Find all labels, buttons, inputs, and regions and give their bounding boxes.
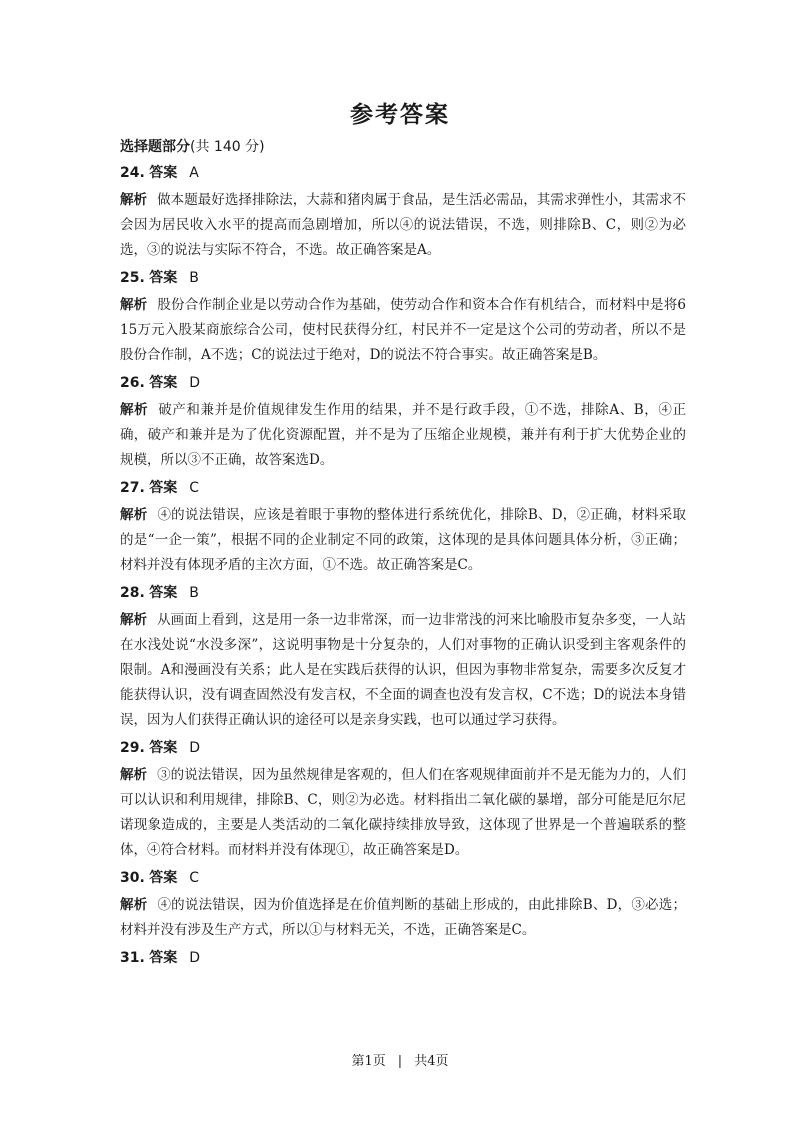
answer-label: 答案 <box>149 950 178 966</box>
explanation-label: 解析 <box>120 297 148 313</box>
explanation-text: 股份合作制企业是以劳动合作为基础，使劳动合作和资本合作有机结合，而材料中是将615万元入股某商旅综合公司，使村民获得分红，村民并不一定是这个公司的劳动者，所以不是股份合作制，A不选；C的说法过于绝对，D的说法不符合事实。故正确答案是B。 <box>120 297 686 363</box>
answer-item <box>120 868 686 943</box>
answer-value: D <box>189 950 201 966</box>
answer-line <box>120 868 686 888</box>
question-number: 24. <box>120 165 145 181</box>
question-number: 25. <box>120 270 145 286</box>
answer-value: D <box>189 375 201 391</box>
answer-label: 答案 <box>149 585 178 601</box>
explanation-label: 解析 <box>120 192 148 208</box>
explanation-text: 做本题最好选择排除法，大蒜和猪肉属于食品，是生活必需品，其需求弹性小，其需求不会因为居民收入水平的提高而急剧增加，所以④的说法错误，不选，则排除B、C，则②为必选，③的说法与实际不符合，不选。故正确答案是A。 <box>120 192 686 258</box>
answer-label: 答案 <box>149 870 178 886</box>
answer-label: 答案 <box>149 480 178 496</box>
answer-value: C <box>189 870 200 886</box>
question-number: 28. <box>120 585 145 601</box>
explanation-label: 解析 <box>120 402 149 418</box>
explanation-label: 解析 <box>120 612 148 628</box>
answer-item <box>120 268 686 368</box>
answer-item <box>120 478 686 578</box>
question-number: 30. <box>120 870 145 886</box>
section-heading <box>120 137 265 157</box>
answer-line <box>120 373 686 393</box>
explanation-paragraph <box>120 188 686 263</box>
explanation-paragraph <box>120 608 686 733</box>
footer-separator: | <box>397 1054 403 1069</box>
explanation-paragraph <box>120 503 686 578</box>
explanation-text: 从画面上看到，这是用一条一边非常深，而一边非常浅的河来比喻股市复杂多变，一人站在水浅处说“水没多深”，这说明事物是十分复杂的，人们对事物的正确认识受到主客观条件的限制。A和漫画没有关系；此人是在实践后获得的认识，但因为事物非常复杂，需要多次反复才能获得认识，没有调查固然没有发言权，不全面的调查也没有发言权，C不选；D的说法本身错误，因为人们获得正确认识的途径可以是亲身实践，也可以通过学习获得。 <box>120 612 686 728</box>
question-number: 26. <box>120 375 145 391</box>
explanation-label: 解析 <box>120 767 148 783</box>
answer-item <box>120 948 686 968</box>
answer-list <box>120 163 686 973</box>
answer-line <box>120 948 686 968</box>
answer-label: 答案 <box>149 165 178 181</box>
explanation-label: 解析 <box>120 897 148 913</box>
page-total: 共4页 <box>414 1054 449 1069</box>
answer-item <box>120 583 686 733</box>
question-number: 31. <box>120 950 145 966</box>
answer-label: 答案 <box>149 740 178 756</box>
answer-label: 答案 <box>149 270 178 286</box>
question-number: 29. <box>120 740 145 756</box>
answer-value: B <box>189 585 199 601</box>
section-name: 选择题部分 <box>120 139 190 155</box>
question-number: 27. <box>120 480 145 496</box>
answer-item <box>120 738 686 863</box>
explanation-label: 解析 <box>120 507 148 523</box>
answer-line <box>120 738 686 758</box>
answer-value: D <box>189 740 201 756</box>
answer-item <box>120 373 686 473</box>
answer-value: A <box>189 165 199 181</box>
answer-value: B <box>189 270 199 286</box>
explanation-paragraph <box>120 293 686 368</box>
answer-line <box>120 583 686 603</box>
explanation-text: ③的说法错误，因为虽然规律是客观的，但人们在客观规律面前并不是无能为力的，人们可以认识和利用规律，排除B、C，则②为必选。材料指出二氧化碳的暴增，部分可能是厄尔尼诺现象造成的，主要是人类活动的二氧化碳持续排放导致，这体现了世界是一个普遍联系的整体，④符合材料。而材料并没有体现①，故正确答案是D。 <box>120 767 686 858</box>
answer-label: 答案 <box>149 375 178 391</box>
page-title: 参考答案 <box>350 102 450 128</box>
answer-line <box>120 268 686 288</box>
explanation-text: ④的说法错误，应该是着眼于事物的整体进行系统优化，排除B、D，②正确，材料采取的是“一企一策”，根据不同的企业制定不同的政策，这体现的是具体问题具体分析，③正确；材料并没有体现矛盾的主次方面，①不选。故正确答案是C。 <box>120 507 686 573</box>
answer-line <box>120 478 686 498</box>
answer-line <box>120 163 686 183</box>
explanation-text: ④的说法错误，因为价值选择是在价值判断的基础上形成的，由此排除B、D，③必选；材料并没有涉及生产方式，所以①与材料无关，不选，正确答案是C。 <box>120 897 686 938</box>
explanation-paragraph <box>120 763 686 863</box>
section-score: (共 140 分) <box>190 139 265 155</box>
page-number: 第1页 <box>351 1054 386 1069</box>
explanation-text: 破产和兼并是价值规律发生作用的结果，并不是行政手段，①不选，排除A、B，④正确，破产和兼并是为了优化资源配置，并不是为了压缩企业规模，兼并有利于扩大优势企业的规模，所以③不正确，故答案选D。 <box>120 402 687 468</box>
answer-value: C <box>189 480 200 496</box>
page-footer <box>0 1050 800 1069</box>
explanation-paragraph <box>120 893 686 943</box>
explanation-paragraph <box>120 398 686 473</box>
answer-item <box>120 163 686 263</box>
